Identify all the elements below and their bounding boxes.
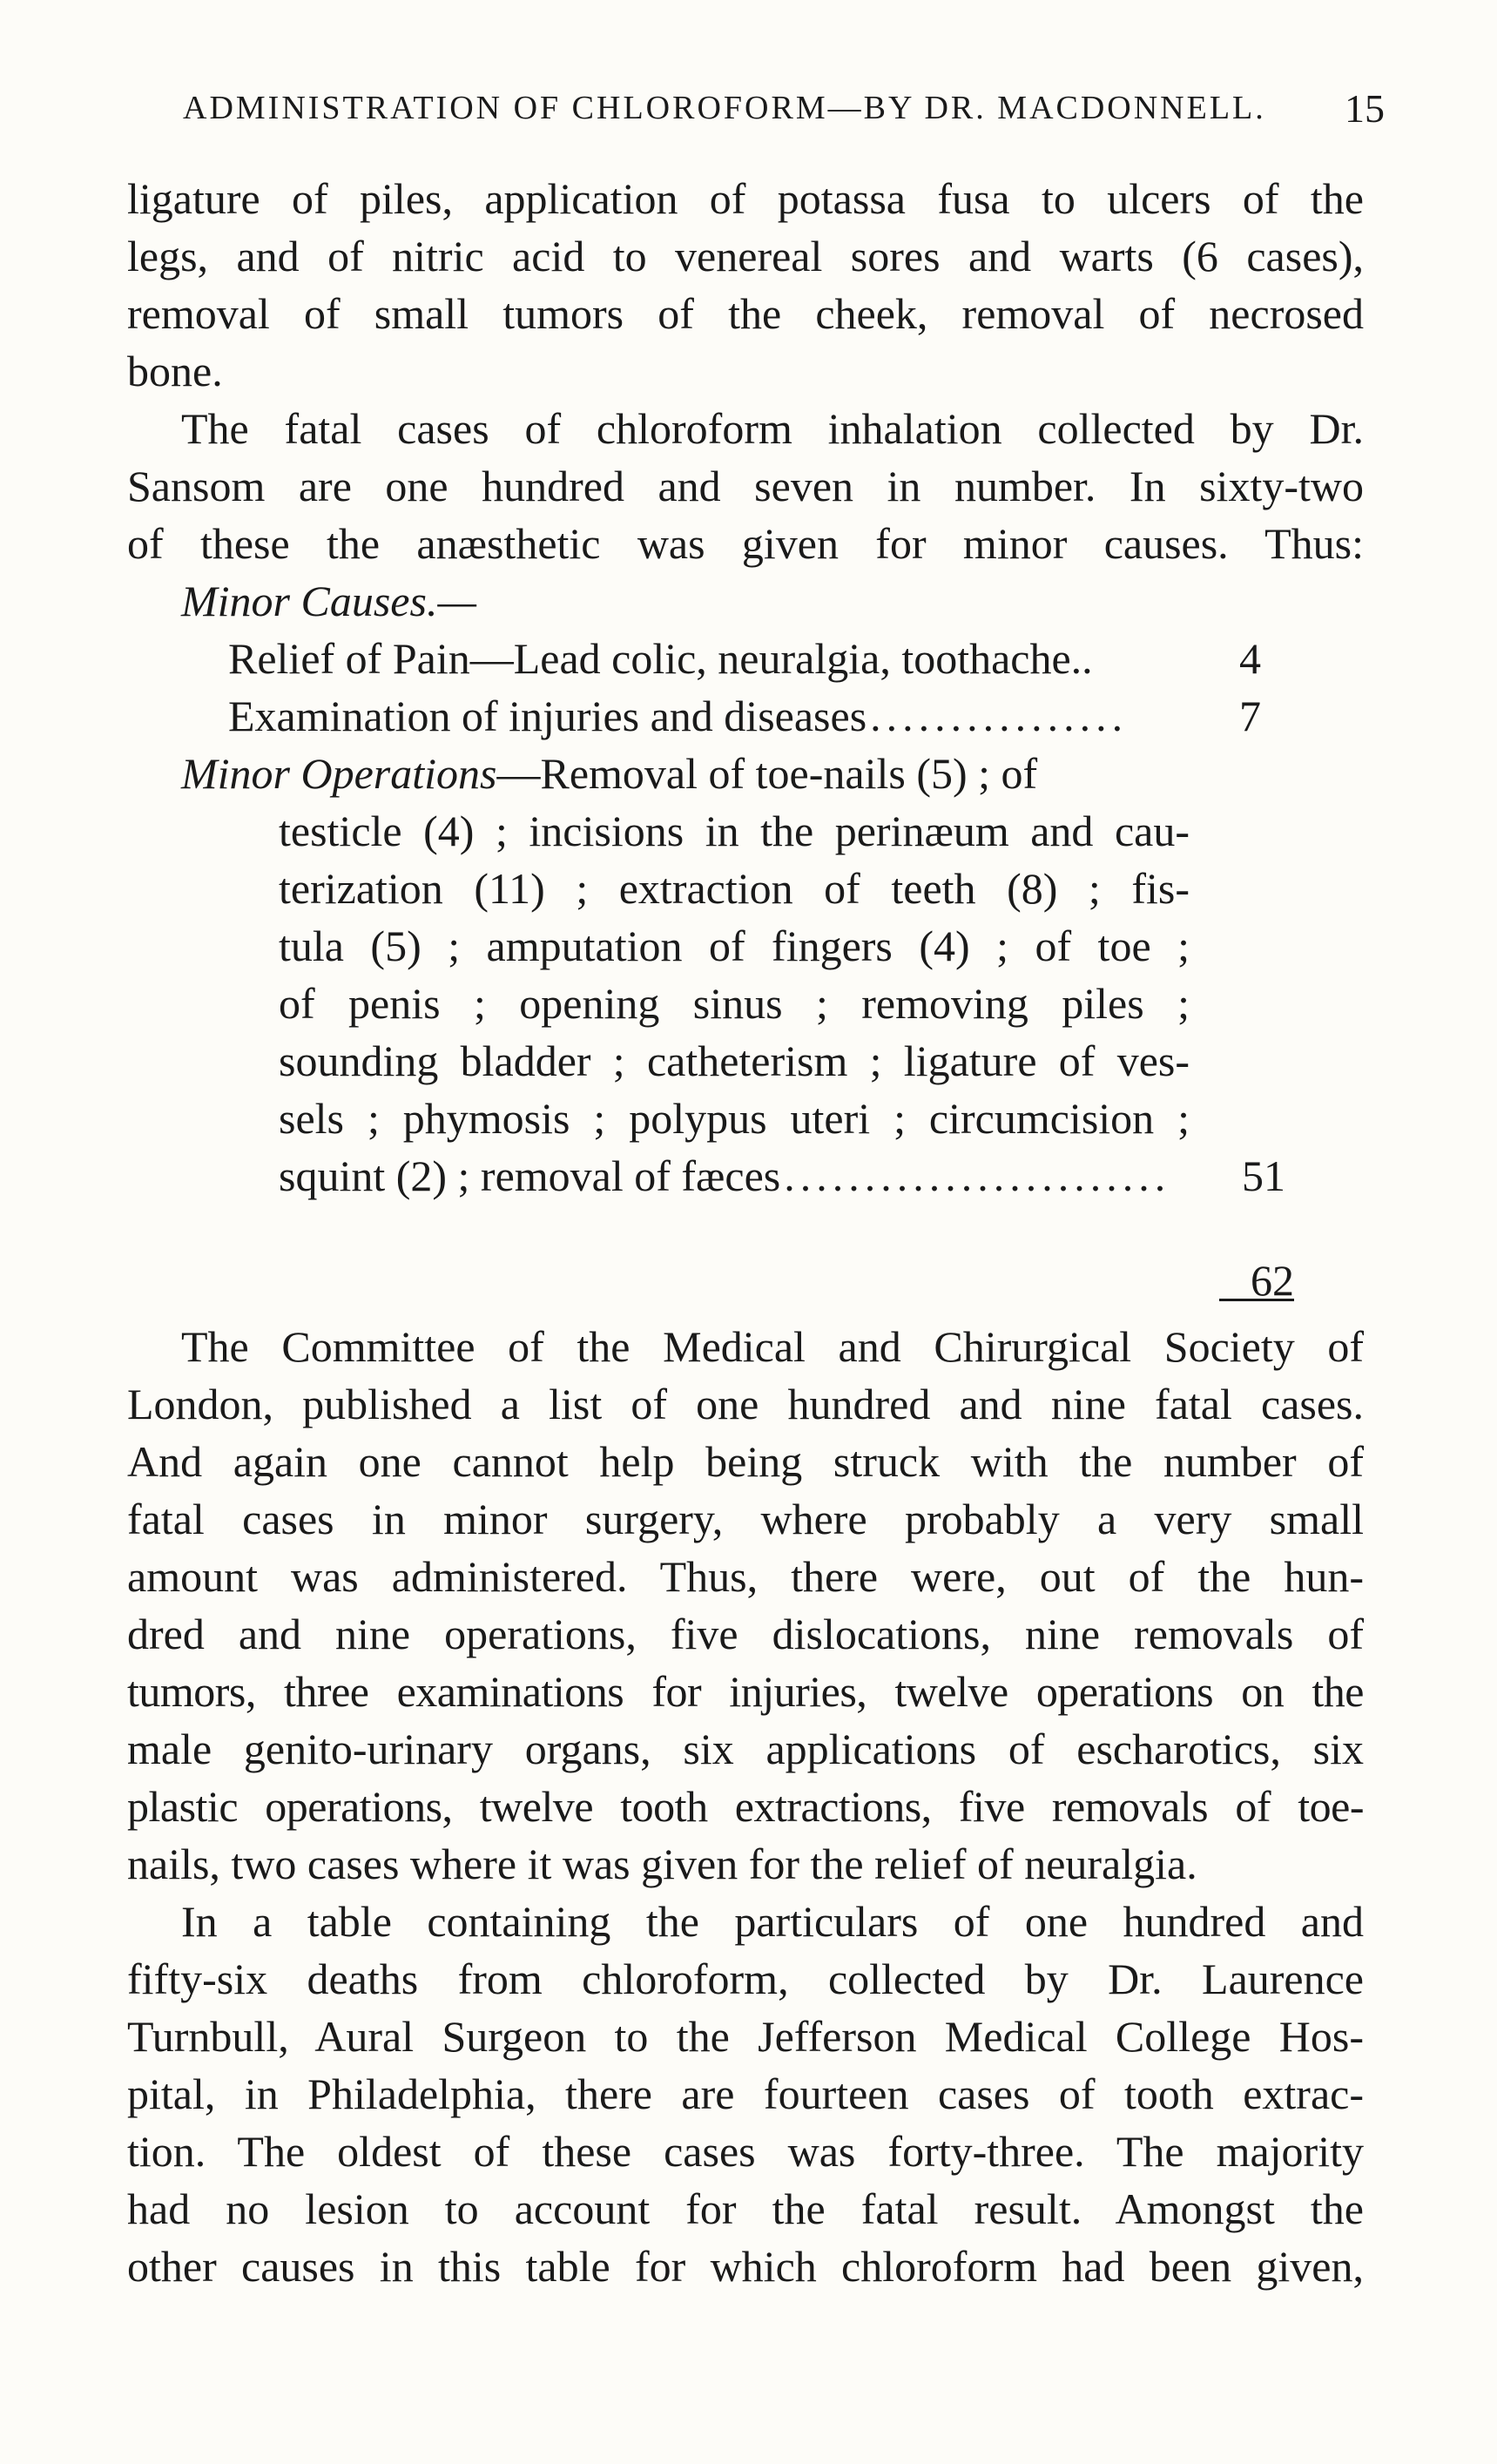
- list-item-label: Examination of injuries and diseases: [228, 692, 867, 740]
- para2-line-3: of these the anæsthetic was given for minor causes. Thus:: [127, 519, 1364, 568]
- list-item-relief: [228, 632, 1261, 685]
- minor-operations-line-2: testicle (4) ; incisions in the perinæum and cau-: [279, 807, 1190, 855]
- para3-line-7: tumors, three examinations for injuries, twelve operations on the: [127, 1667, 1364, 1716]
- minor-operations-line-4: tula (5) ; amputation of fingers (4) ; of toe ;: [279, 921, 1190, 970]
- para1-line-2: legs, and of nitric acid to venereal sores and warts (6 cases),: [127, 232, 1364, 280]
- page-number: 15: [1345, 86, 1385, 131]
- list-item-label: squint (2) ; removal of fæces: [279, 1151, 781, 1200]
- para3-line-8: male genito-urinary organs, six applications of escharotics, six: [127, 1725, 1364, 1773]
- minor-operations-text: —Removal of toe-nails (5) ; of: [496, 749, 1038, 798]
- para3-line-4: fatal cases in minor surgery, where probably a very small: [127, 1495, 1364, 1543]
- para3-line-3: And again one cannot help being struck with the number of: [127, 1437, 1364, 1486]
- para3-line-6: dred and nine operations, five dislocations, nine removals of: [127, 1610, 1364, 1658]
- para4-line-4: pital, in Philadelphia, there are fourteen cases of tooth extrac-: [127, 2069, 1364, 2118]
- para4-line-3: Turnbull, Aural Surgeon to the Jefferson Medical College Hos-: [127, 2012, 1364, 2061]
- minor-operations-line-3: terization (11) ; extraction of teeth (8) ; fis-: [279, 864, 1190, 913]
- para4-line-7: other causes in this table for which chloroform had been given,: [127, 2242, 1364, 2291]
- list-item-examination: [228, 690, 1261, 742]
- para1-line-1: ligature of piles, application of potassa fusa to ulcers of the: [127, 174, 1364, 223]
- dot-leader: ........................: [784, 1151, 1171, 1200]
- para4-line-5: tion. The oldest of these cases was forty-three. The majority: [127, 2127, 1364, 2176]
- minor-operations-line-7: sels ; phymosis ; polypus uteri ; circumcision ;: [279, 1094, 1190, 1143]
- list-item-value: 7: [1239, 692, 1261, 740]
- para4-line-2: fifty-six deaths from chloroform, collected by Dr. Laurence: [127, 1954, 1364, 2003]
- total-value: 62: [1251, 1256, 1294, 1305]
- list-item-value: 4: [1239, 634, 1261, 683]
- dot-leader: ................: [870, 692, 1129, 740]
- list-item-value: 51: [1242, 1151, 1285, 1200]
- running-header: [183, 85, 1385, 138]
- minor-operations-heading: Minor Operations: [181, 749, 497, 798]
- para1-line-4: bone.: [127, 347, 223, 395]
- minor-operations-line-5: of penis ; opening sinus ; removing piles ;: [279, 979, 1190, 1028]
- para3-line-9: plastic operations, twelve tooth extractions, five removals of toe-: [127, 1782, 1364, 1831]
- running-title: ADMINISTRATION OF CHLOROFORM—BY DR. MACDONNELL.: [183, 90, 1266, 126]
- minor-operations-line-1: [181, 747, 1190, 800]
- para1-line-3: removal of small tumors of the cheek, removal of necrosed: [127, 289, 1364, 338]
- para2-line-2: Sansom are one hundred and seven in number. In sixty-two: [127, 462, 1364, 510]
- para2-line-1: The fatal cases of chloroform inhalation collected by Dr.: [181, 404, 1364, 453]
- para4-line-1: In a table containing the particulars of one hundred and: [181, 1897, 1364, 1946]
- para3-line-2: London, published a list of one hundred and nine fatal cases.: [127, 1380, 1364, 1428]
- minor-operations-line-8: [279, 1150, 1285, 1202]
- para3-line-5: amount was administered. Thus, there were, out of the hun-: [127, 1552, 1364, 1601]
- list-item-label: Relief of Pain—Lead colic, neuralgia, toothache..: [228, 634, 1093, 683]
- para4-line-6: had no lesion to account for the fatal result. Amongst the: [127, 2184, 1364, 2233]
- minor-operations-line-6: sounding bladder ; catheterism ; ligature of ves-: [279, 1036, 1190, 1085]
- minor-causes-heading: Minor Causes.—: [181, 577, 476, 625]
- para3-line-10: nails, two cases where it was given for the relief of neuralgia.: [127, 1840, 1197, 1888]
- para3-line-1: The Committee of the Medical and Chirurgical Society of: [181, 1322, 1364, 1371]
